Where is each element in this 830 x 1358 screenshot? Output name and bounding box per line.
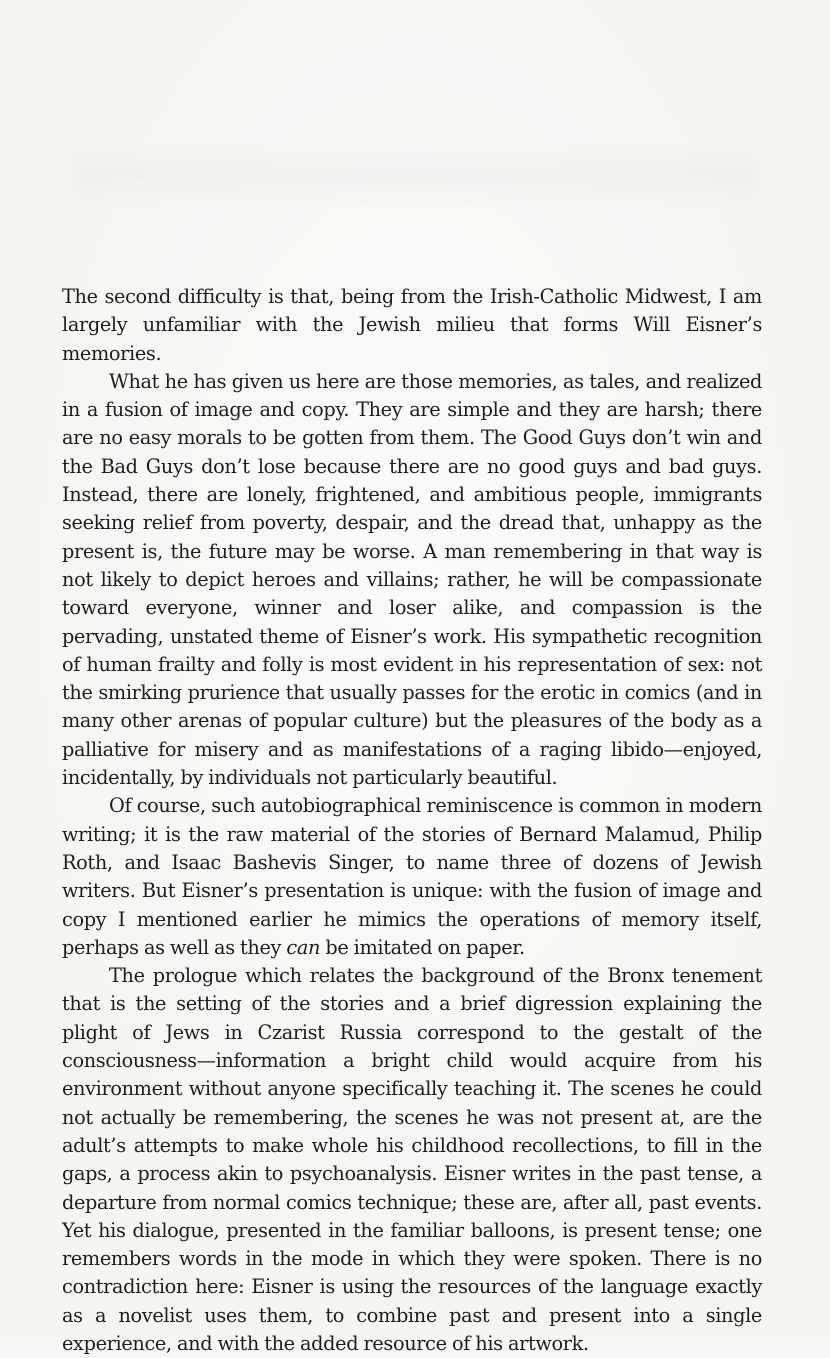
paragraph-3 xyxy=(62,792,762,962)
paragraph-2: What he has given us here are those memories, as tales, and realized in a fusion of image and copy. They are simple and they are harsh; there are no easy morals to be gotten from them. The Good Guys don’t win and the Bad Guys don’t lose because there are no good guys and bad guys. Instead, there are lonely, frightened, and ambitious people, immigrants seeking relief from poverty, despair, and the dread that, unhappy as the present is, the future may be worse. A man remembering in that way is not likely to depict heroes and villains; rather, he will be compassionate toward everyone, winner and loser alike, and compassion is the pervading, unstated theme of Eisner’s work. His sympathetic recognition of human frailty and folly is most evident in his representation of sex: not the smirking prurience that usually passes for the erotic in comics (and in many other arenas of popular culture) but the pleasures of the body as a palliative for misery and as manifestations of a raging libido—enjoyed, incidentally, by individuals not particularly beautiful. xyxy=(62,369,762,790)
paragraph-1: The second difficulty is that, being from the Irish-Catholic Midwest, I am largely unfamiliar with the Jewish milieu that forms Will Eisner’s memories. xyxy=(62,285,762,365)
paragraph-3-emphasis: can xyxy=(286,935,321,959)
show-through-heading-shadow xyxy=(70,140,760,210)
paragraph-4: The prologue which relates the background of the Bronx tenement that is the setting of the stories and a brief digression explaining the plight of Jews in Czarist Russia correspond to the gestalt of the consciousness—information a bright child would acquire from his environment without anyone specifically teaching it. The scenes he could not actually be remembering, the scenes he was not present at, are the adult’s attempts to make whole his childhood recollections, to fill in the gaps, a process akin to psychoanalysis. Eisner writes in the past tense, a departure from normal comics technique; these are, after all, past events. Yet his dialogue, presented in the familiar balloons, is present tense; one remembers words in the mode in which they were spoken. There is no contradiction here: Eisner is using the resources of the language exactly as a novelist uses them, to combine past and present into a single experience, and with the added resource of his artwork. xyxy=(62,964,762,1355)
paragraph-3-text-before: Of course, such autobiographical reminiscence is common in modern writing; it is the raw material of the stories of Bernard Malamud, Philip Roth, and Isaac Bashevis Singer, to name three of dozens of Jewish writers. But Eisner’s presentation is unique: with the fusion of image and copy I mentioned earlier he mimics the operations of memory itself, perhaps as well as they xyxy=(62,794,762,959)
body-text xyxy=(62,283,762,1358)
paragraph-3-text-after: be imitated on paper. xyxy=(320,935,525,959)
